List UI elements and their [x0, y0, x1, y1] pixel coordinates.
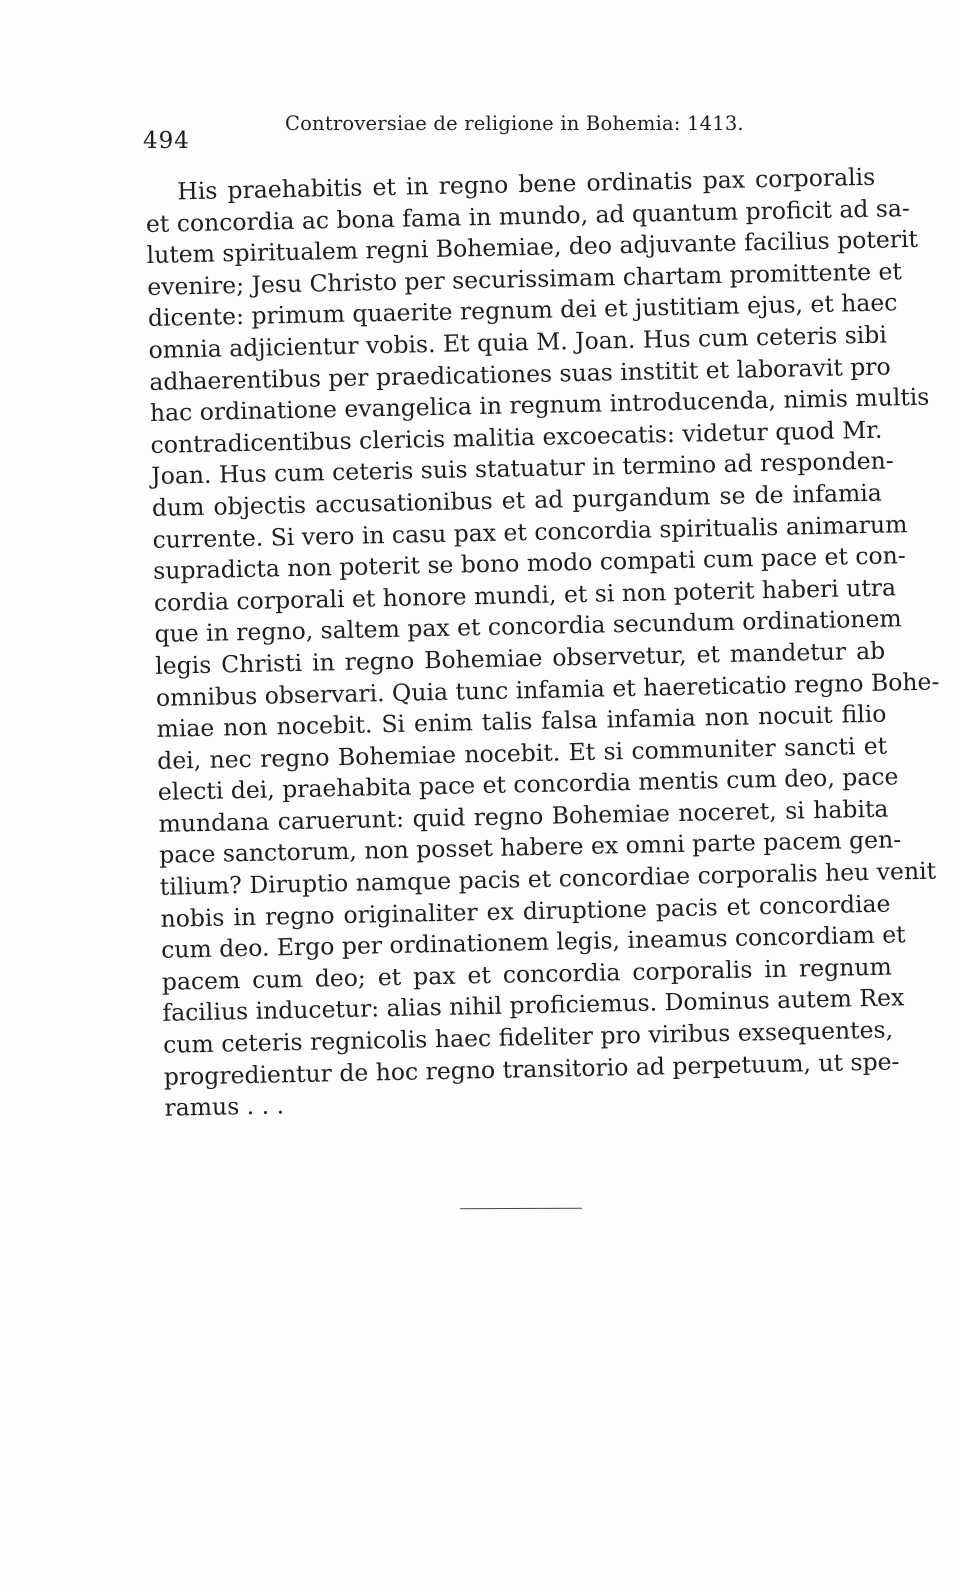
text-line: cum deo. Ergo per ordinationem legis, ineamus concordiam et: [160, 920, 906, 965]
page-number: 494: [143, 128, 190, 154]
text-line: pace sanctorum, non posset habere ex omni parte pacem gen-: [158, 825, 902, 870]
text-line: facilius inducetur: alias nihil proficiemus. Dominus autem Rex: [162, 983, 905, 1028]
text-line: currente. Si vero in casu pax et concordia spiritualis animarum: [152, 509, 908, 554]
text-line: contradicentibus clericis malitia excoecatis: videtur quod Mr.: [150, 415, 883, 459]
text-line: omnia adjicientur vobis. Et quia M. Joan. Hus cum ceteris sibi: [148, 320, 888, 364]
text-line: cordia corporali et honore mundi, et si non poterit haberi utra: [153, 573, 897, 617]
text-line: dicente: primum quaerite regnum dei et justitiam ejus, et haec: [147, 288, 898, 333]
text-line: dei, nec regno Bohemiae nocebit. Et si communiter sancti et: [156, 731, 888, 775]
text-line: supradicta non poterit se bono modo compati cum pace et con-: [152, 541, 907, 586]
text-line: mundana caruerunt: quid regno Bohemiae noceret, si habita: [158, 794, 889, 838]
text-line: Joan. Hus cum ceteris suis statuatur in termino ad responden-: [150, 446, 894, 491]
section-end-rule: [460, 1208, 582, 1209]
text-line: adhaerentibus per praedicationes suas institit et laboravit pro: [148, 351, 891, 396]
text-line: tilium? Diruptio namque pacis et concordiae corporalis heu venit: [159, 856, 937, 901]
text-line: lutem spiritualem regni Bohemiae, deo adjuvante facilius poterit: [146, 225, 919, 270]
text-line: omnibus observari. Quia tunc infamia et haereticatio regno Bohe-: [155, 666, 940, 712]
text-line: nobis in regno originaliter ex diruptione pacis et concordiae: [160, 889, 891, 933]
text-line: pacem cum deo; et pax et concordia corporalis in regnum: [161, 952, 892, 996]
text-line: electi dei, praehabita pace et concordia mentis cum deo, pace: [157, 762, 899, 807]
text-line: dum objectis accusationibus et ad purgandum se de infamia: [151, 478, 883, 522]
running-title: Controversiae de religione in Bohemia: 1413.: [285, 112, 744, 135]
text-line: et concordia ac bona fama in mundo, ad quantum proficit ad sa-: [145, 193, 911, 238]
text-line: evenire; Jesu Christo per securissimam chartam promittente et: [147, 256, 903, 301]
body-text: [145, 162, 940, 1125]
text-line: legis Christi in regno Bohemiae observetur, et mandetur ab: [154, 636, 886, 680]
text-line: que in regno, saltem pax et concordia secundum ordinationem: [154, 604, 902, 649]
text-line: ramus . . .: [164, 1091, 285, 1123]
text-line: progredientur de hoc regno transitorio ad perpetuum, ut spe-: [163, 1047, 900, 1091]
text-line: hac ordinatione evangelica in regnum introducenda, nimis multis: [149, 382, 930, 428]
text-line: cum ceteris regnicolis haec fideliter pro viribus exsequentes,: [162, 1015, 894, 1059]
running-head: [143, 110, 883, 154]
text-line: His praehabitis et in regno bene ordinatis pax corporalis: [177, 162, 876, 206]
text-line: miae non nocebit. Si enim talis falsa infamia non nocuit filio: [156, 699, 887, 743]
